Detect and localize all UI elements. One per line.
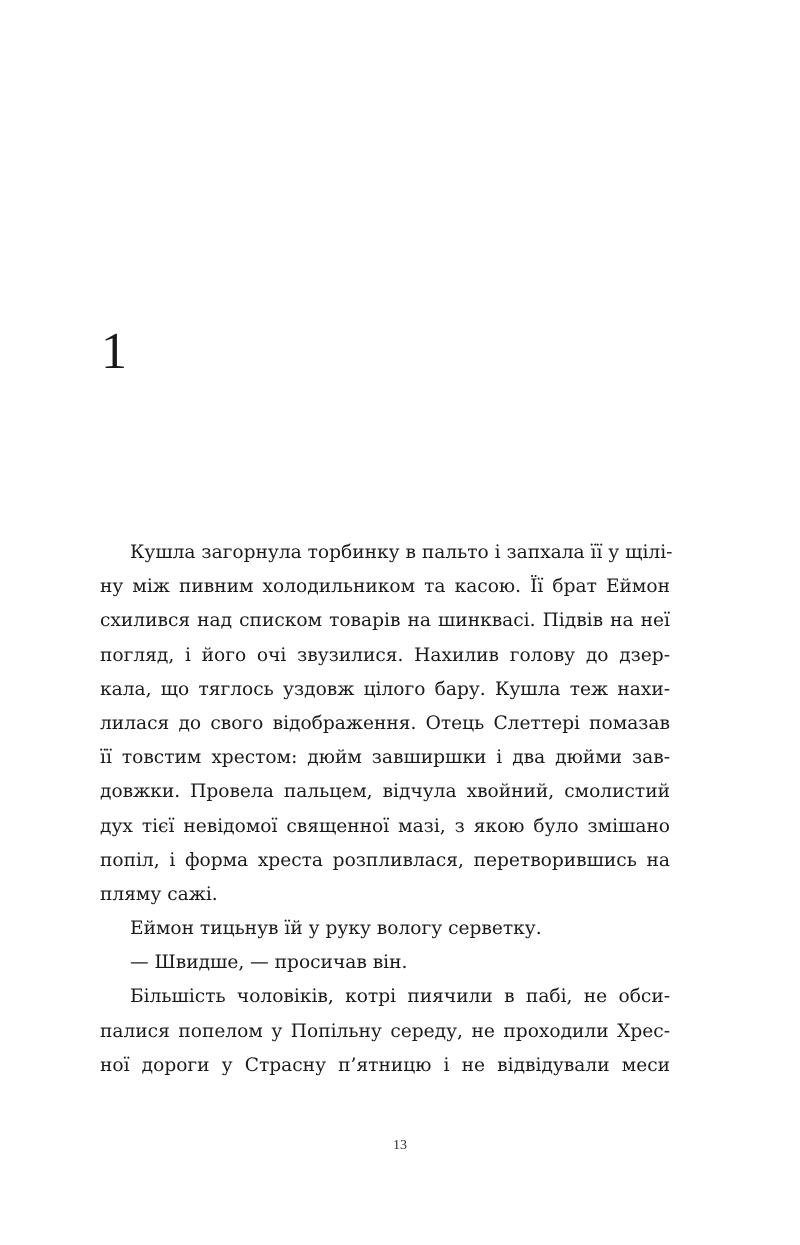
body-text [100,536,673,1083]
text-line: лилася до свого відображення. Отець Слеттері помазав [100,712,670,734]
text-line [130,912,670,946]
text-line: довжки. Провела пальцем, відчула хвойний, смолистий [100,781,670,803]
text-line: кала, що тяглось уздовж цілого бару. Кушла теж нахи- [100,678,670,700]
text-line: дух тієї невідомої священної мазі, з якою було змішано [100,815,670,837]
text-line: ну між пивним холодильником та касою. Її брат Еймон [100,576,670,598]
text-line: Кушла загорнула торбинку в пальто і запхала її у щілі- [130,542,673,563]
page-number: 13 [393,1138,407,1153]
text-line: схилився над списком товарів на шинкваcі. Підвів на неї [100,610,670,632]
text-line: палися попелом у Попільну середу, не проходили Хрес- [100,1020,670,1042]
text-line: пляму сажі. [100,883,218,905]
text-line: Більшість чоловіків, котрі пиячили в пабі, не обси- [130,986,670,1008]
text-line: погляд, і його очі звузилися. Нахилив голову до дзер- [100,644,670,666]
text-line: попіл, і форма хреста розпливлася, перетворившись на [100,849,670,871]
chapter-number: 1 [101,323,127,380]
text-line-content: Еймон тицьнув їй у руку вологу серветку. [130,918,542,940]
text-line: її товстим хрестом: дюйм завширшки і два дюйми зав- [100,747,670,769]
text-line: — Швидше, — просичав він. [130,952,408,974]
text-line: ної дороги у Страсну п’ятницю і не відвідували меси [100,1054,670,1076]
